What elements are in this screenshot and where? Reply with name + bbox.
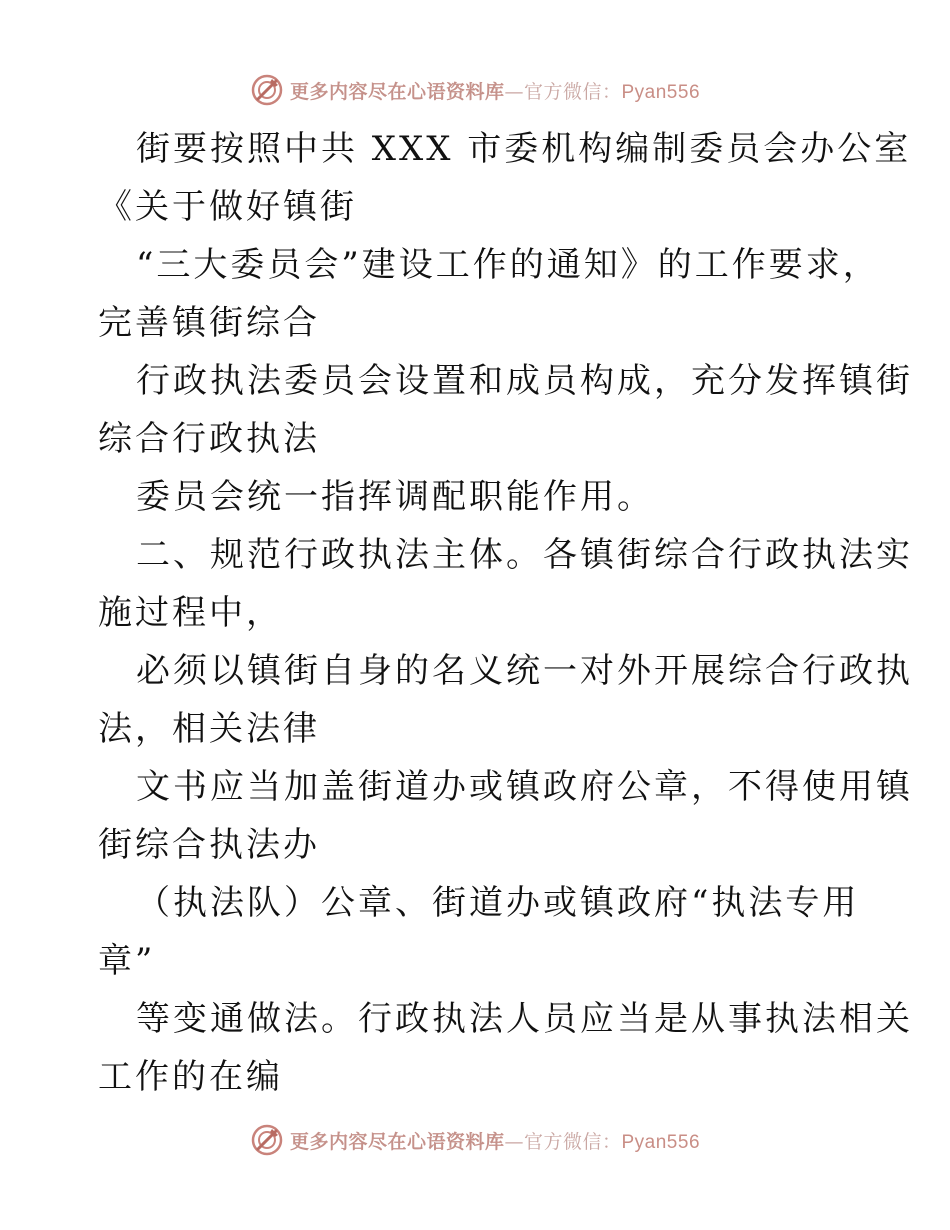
- watermark-footer: [0, 1120, 950, 1160]
- watermark-separator: —官方微信：: [504, 80, 622, 103]
- text-line: 行政执法委员会设置和成员构成，充分发挥镇街: [136, 361, 913, 401]
- text-line: 文书应当加盖街道办或镇政府公章，不得使用镇: [136, 767, 913, 807]
- text-line: 必须以镇街自身的名义统一对外开展综合行政执: [136, 651, 913, 691]
- watermark-wechat-id: Pyan556: [621, 1131, 701, 1153]
- watermark-wechat-id: Pyan556: [621, 81, 701, 103]
- watermark-main-text: 更多内容尽在心语资料库: [289, 1130, 505, 1153]
- text-line: 完善镇街综合: [98, 303, 320, 343]
- text-line: 街综合执法办: [98, 825, 320, 865]
- watermark-header: [0, 70, 950, 110]
- text-line: 综合行政执法: [98, 419, 320, 459]
- text-line: 施过程中，: [98, 593, 283, 633]
- text-line: （执法队）公章、街道办或镇政府“执法专用: [136, 883, 860, 923]
- text-line: 章”: [98, 941, 156, 981]
- watermark-text: [290, 1127, 700, 1154]
- text-line: 委员会统一指挥调配职能作用。: [136, 477, 654, 517]
- watermark-main-text: 更多内容尽在心语资料库: [289, 80, 505, 103]
- watermark-text: [290, 77, 700, 104]
- text-line: “三大委员会”建设工作的通知》的工作要求，: [136, 245, 880, 285]
- text-line: 街要按照中共 XXX 市委机构编制委员会办公室: [136, 129, 912, 169]
- watermark-separator: —官方微信：: [504, 1130, 622, 1153]
- text-line: 等变通做法。行政执法人员应当是从事执法相关: [136, 999, 913, 1039]
- text-line: 工作的在编: [98, 1057, 283, 1097]
- text-line: 《关于做好镇街: [98, 187, 357, 227]
- watermark-logo-icon: [250, 73, 284, 107]
- watermark-logo-icon: [250, 1123, 284, 1157]
- text-line: 二、规范行政执法主体。各镇街综合行政执法实: [136, 535, 913, 575]
- document-body: [98, 120, 913, 1106]
- text-line: 法，相关法律: [98, 709, 320, 749]
